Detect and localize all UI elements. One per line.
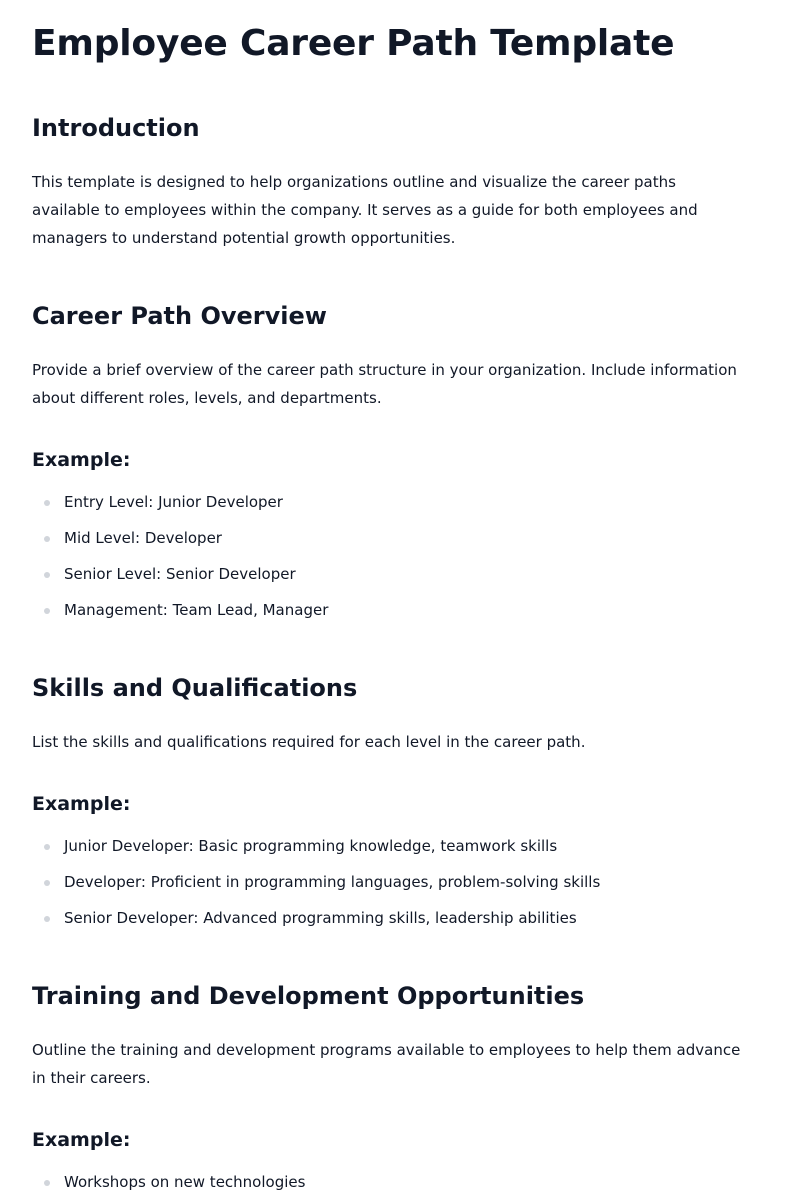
introduction-heading: Introduction [32,114,200,142]
list-item: Workshops on new technologies [32,1164,305,1200]
list-item: Senior Developer: Advanced programming skills, leadership abilities [32,900,600,936]
skills-example-list [32,828,600,936]
career-path-overview-text: Provide a brief overview of the career path structure in your organization. Include information about different roles, levels, and departments. [32,361,737,407]
list-item: Junior Developer: Basic programming knowledge, teamwork skills [32,828,600,864]
training-example-heading: Example: [32,1129,131,1151]
skills-text: List the skills and qualifications required for each level in the career path. [32,733,586,751]
training-heading: Training and Development Opportunities [32,982,585,1010]
skills-heading: Skills and Qualifications [32,674,358,702]
list-item: Senior Level: Senior Developer [32,556,328,592]
introduction-text: This template is designed to help organizations outline and visualize the career paths available to employees within the company. It serves as a guide for both employees and managers to understand potential growth opportunities. [32,173,698,247]
training-example-list [32,1164,305,1200]
list-item: Entry Level: Junior Developer [32,484,328,520]
page-title: Employee Career Path Template [32,23,675,64]
list-item: Developer: Proficient in programming languages, problem-solving skills [32,864,600,900]
training-text: Outline the training and development programs available to employees to help them advance in their careers. [32,1041,741,1087]
skills-example-heading: Example: [32,793,131,815]
career-path-overview-heading: Career Path Overview [32,302,327,330]
career-path-example-heading: Example: [32,449,131,471]
career-path-example-list [32,484,328,628]
list-item: Management: Team Lead, Manager [32,592,328,628]
list-item: Mid Level: Developer [32,520,328,556]
